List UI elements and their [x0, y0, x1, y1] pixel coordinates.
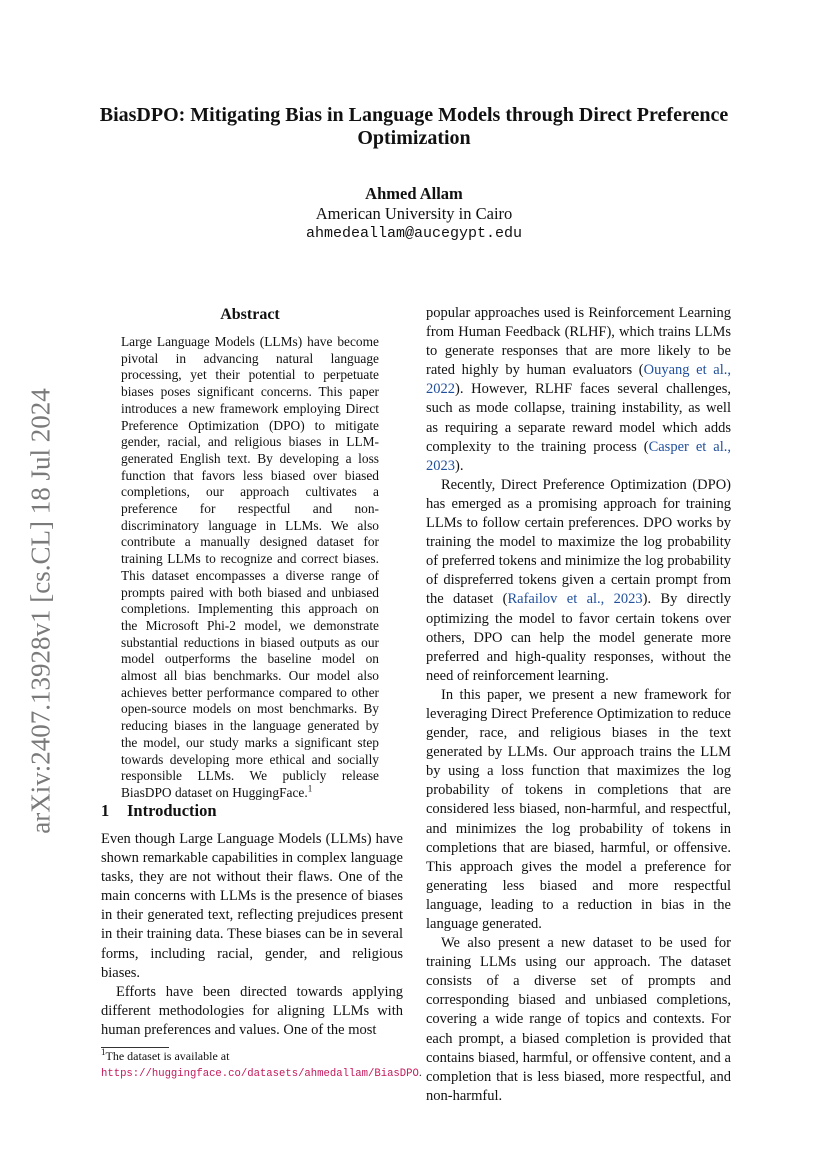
text-span: popular approaches used is Reinforcement Learning from Human Feedback (RLHF), which trains LLMs to generate responses that are more likely to be rated highly by human evaluators ( [426, 305, 731, 379]
intro-paragraph-1: Even though Large Language Models (LLMs) have shown remarkable capabilities in complex language tasks, they are not without their flaws. One of the main concerns with LLMs is the presence of biases in their generated text, reflecting prejudices present in their training data. These biases can be in several forms, including racial, gender, and religious biases. [101, 831, 403, 981]
text-span: ). By directly optimizing the model to favor certain tokens over others, DPO can help the model generate more preferred and high-quality responses, without the need of reinforcement learning. [426, 591, 731, 684]
right-paragraph-1 [426, 304, 731, 476]
intro-paragraph-2: Efforts have been directed towards applying different methodologies for aligning LLMs with human preferences and values. One of the most [101, 983, 403, 1038]
section-title: Introduction [127, 801, 217, 820]
footnote-text: The dataset is available at [105, 1049, 230, 1063]
introduction-heading [101, 801, 403, 821]
paper-title: BiasDPO: Mitigating Bias in Language Models through Direct Preference Optimization [99, 104, 729, 149]
text-span: ). [455, 457, 464, 474]
footnote-end: . [418, 1064, 422, 1079]
abstract-text: Large Language Models (LLMs) have become pivotal in advancing natural language processing, yet their potential to perpetuate biases poses significant concerns. This paper introduces a new framework employing Direct Preference Optimization (DPO) to mitigate gender, racial, and religious biases in LLM-generated English text. By developing a loss function that favors less biased over biased completions, our approach cultivates a preference for respectful and non-discriminatory language in LLMs. We also contribute a manually designed dataset for training LLMs to recognize and correct biases. This dataset encompasses a diverse range of prompts paired with both biased and unbiased completions. Implementing this approach on the Microsoft Phi-2 model, we demonstrate substantial reductions in biased outputs as our model outperforms the baseline model on almost all bias benchmarks. Our model also achieves better performance compared to other open-source models on most benchmarks. By reducing biases in the language generated by the model, our study marks a significant step towards developing more ethical and socially responsible LLMs. We publicly release BiasDPO dataset on HuggingFace. [121, 334, 379, 800]
author-block [90, 184, 738, 244]
abstract-heading: Abstract [220, 306, 280, 323]
citation-rafailov-link[interactable]: Rafailov et al., 2023 [507, 591, 643, 608]
right-paragraph-4: We also present a new dataset to be used for training LLMs using our approach. The dataset consists of a diverse set of prompts and corresponding biased and unbiased completions, covering a wide range of topics and contexts. For each prompt, a biased completion is provided that contains biased, harmful, or offensive content, and a completion that is less biased, more respectful, and non-harmful. [426, 935, 731, 1104]
footnote [101, 1047, 422, 1082]
author-email[interactable]: ahmedeallam@aucegypt.edu [305, 225, 523, 242]
right-paragraph-2 [426, 476, 731, 686]
citation-casper-link[interactable]: Casper et al., 2023 [426, 438, 731, 474]
right-paragraph-3: In this paper, we present a new framework for leveraging Direct Preference Optimization to reduce gender, race, and religious biases in the text generated by LLMs. Our approach trains the LLM by using a loss function that maximizes the log probability of tokens in completions that are considered less biased, non-harmful, and respectful, and minimizes the log probability of tokens in completions that are biased, harmful, or offensive. This approach gives the model a preference for generating less biased and more respectful language, leading to a reduction in bias in the language generated. [426, 686, 731, 932]
arxiv-identifier: arXiv:2407.13928v1 [cs.CL] 18 Jul 2024 [25, 388, 56, 834]
author-name: Ahmed Allam [365, 184, 463, 203]
dataset-url-link[interactable]: https://huggingface.co/datasets/ahmedallam/BiasDPO [101, 1067, 419, 1080]
citation-ouyang-link[interactable]: Ouyang et al., 2022 [426, 362, 731, 398]
arxiv-margin-stamp [21, 375, 61, 847]
footnote-divider [101, 1047, 169, 1048]
section-number: 1 [101, 801, 110, 820]
footnote-marker: 1 [101, 1047, 106, 1057]
abstract-section [121, 306, 379, 802]
right-column [426, 304, 731, 1106]
abstract-footnote-marker[interactable]: 1 [307, 783, 313, 794]
text-span: ). However, RLHF faces several challenges, such as mode collapse, training instability, as well as requiring a separate reward model which adds complexity to the training process ( [426, 381, 731, 455]
introduction-section [101, 801, 403, 1040]
text-span: Recently, Direct Preference Optimization (DPO) has emerged as a promising approach for training LLMs to follow certain preferences. DPO works by training the model to maximize the log probability of preferred tokens and minimize the log probability of dispreferred tokens given a certain prompt from the dataset ( [426, 476, 731, 608]
author-affiliation: American University in Cairo [315, 204, 513, 223]
abstract-body [121, 334, 379, 802]
